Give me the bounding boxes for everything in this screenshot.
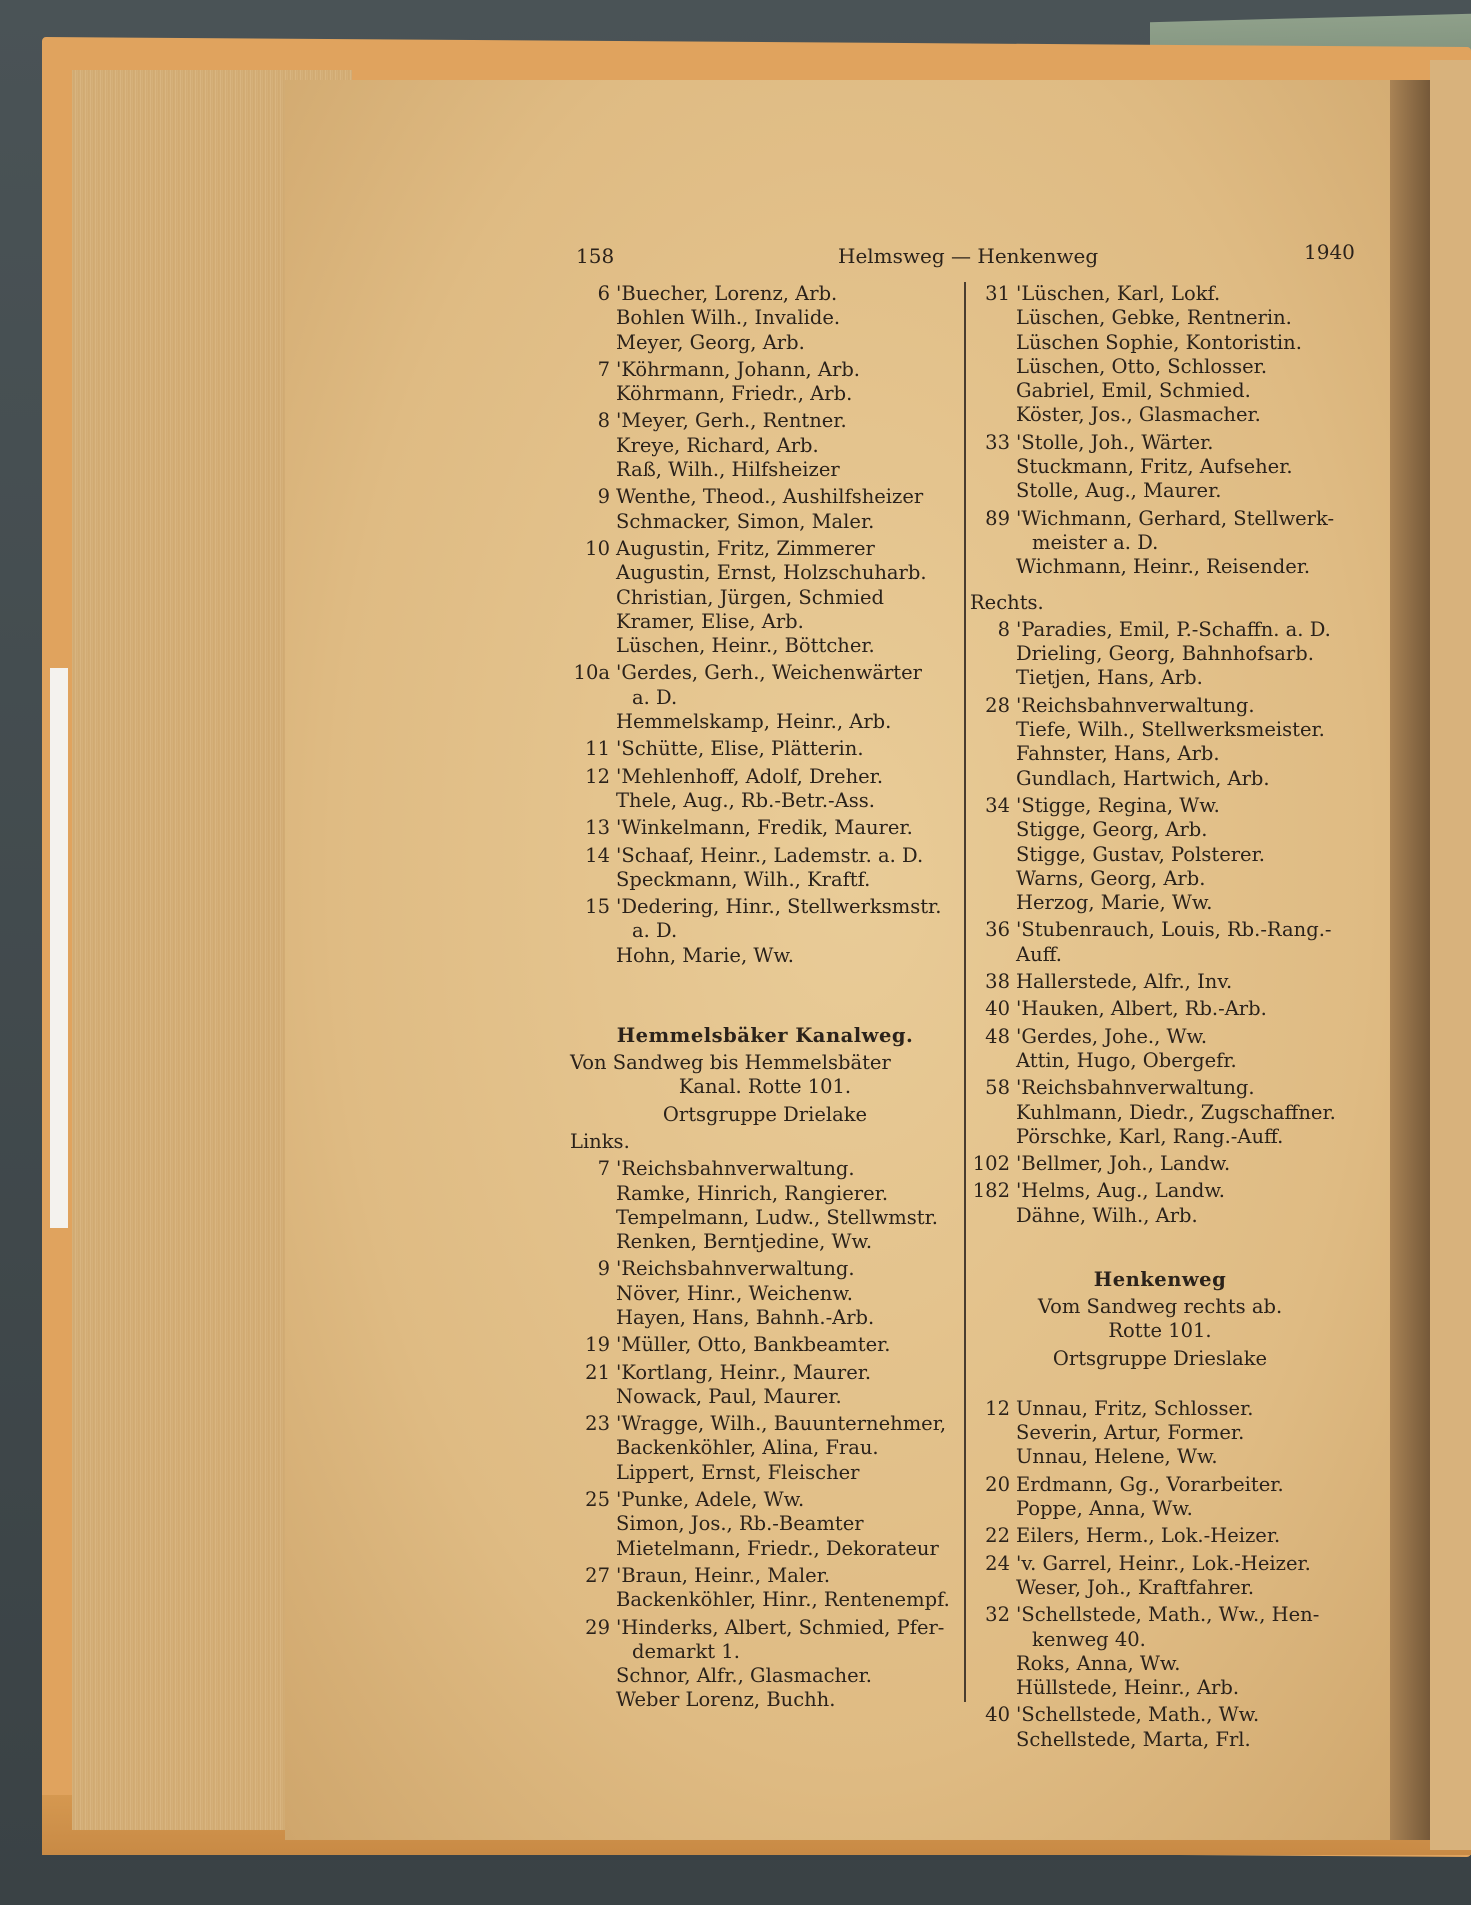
entry-text: Weser, Joh., Kraftfahrer. — [1016, 1575, 1255, 1599]
entry-line — [570, 1306, 960, 1330]
house-number: 9 — [597, 485, 610, 509]
entry-line — [970, 282, 1350, 306]
directory-entry — [570, 661, 960, 734]
entry-line — [970, 1676, 1350, 1700]
entry-line — [570, 1640, 960, 1664]
entry-text: Tempelmann, Ludw., Stellwmstr. — [616, 1205, 938, 1229]
entry-text: 'Helms, Aug., Landw. — [1016, 1179, 1225, 1203]
entry-line — [970, 379, 1350, 403]
house-number: 8 — [997, 617, 1010, 641]
entry-text: Tietjen, Hans, Arb. — [1016, 666, 1203, 690]
entry-line — [970, 1652, 1350, 1676]
entry-line — [970, 1101, 1350, 1125]
entry-line — [970, 531, 1350, 555]
entry-line — [570, 1564, 960, 1588]
section-gap — [570, 971, 960, 1021]
entry-text: 'Reichsbahnverwaltung. — [1016, 1076, 1255, 1100]
entry-line — [970, 1524, 1350, 1548]
section-description: Von Sandweg bis Hemmelsbäter — [570, 1051, 891, 1075]
entry-line — [970, 1179, 1350, 1203]
entry-line — [570, 1230, 960, 1254]
directory-entry — [970, 1473, 1350, 1522]
entry-text: Hemmelskamp, Heinr., Arb. — [616, 710, 892, 734]
entry-text: Wenthe, Theod., Aushilfsheizer — [616, 485, 924, 509]
house-number: 48 — [985, 1024, 1010, 1048]
entry-line — [570, 1664, 960, 1688]
entry-line — [970, 1703, 1350, 1727]
entry-text: Renken, Berntjedine, Ww. — [616, 1230, 873, 1254]
entry-text: Weber Lorenz, Buchh. — [616, 1688, 836, 1712]
entry-text: 'Hinderks, Albert, Schmied, Pfer- — [616, 1615, 945, 1639]
house-number: 182 — [972, 1179, 1010, 1203]
entry-line — [570, 1385, 960, 1409]
entry-line — [970, 1125, 1350, 1149]
entry-text: Christian, Jürgen, Schmied — [616, 585, 884, 609]
entry-line — [970, 997, 1350, 1021]
entry-text: 'Schaaf, Heinr., Lademstr. a. D. — [616, 843, 924, 867]
section-gap — [970, 583, 1350, 591]
entry-line — [570, 1512, 960, 1536]
directory-entry — [970, 507, 1350, 580]
entry-text: Herzog, Marie, Ww. — [1016, 891, 1213, 915]
page-year: 1940 — [1304, 240, 1355, 264]
entry-line — [970, 794, 1350, 818]
entry-text: 'Lüschen, Karl, Lokf. — [1016, 282, 1221, 305]
directory-entry — [970, 794, 1350, 915]
entry-line — [970, 455, 1350, 479]
entry-gap — [970, 1752, 1350, 1755]
entry-line — [570, 789, 960, 813]
entry-line — [970, 918, 1350, 942]
section-group: Ortsgruppe Drieslake — [1052, 1346, 1268, 1370]
house-number: 11 — [585, 737, 610, 761]
entry-line — [570, 1182, 960, 1206]
entry-text: 'Wragge, Wilh., Bauunternehmer, — [616, 1412, 947, 1436]
entry-text: 'Hauken, Albert, Rb.-Arb. — [1016, 997, 1267, 1021]
directory-entry — [570, 765, 960, 814]
entry-text: 'Schütte, Elise, Plätterin. — [616, 737, 864, 761]
entry-text: Schnor, Alfr., Glasmacher. — [616, 1664, 872, 1688]
directory-entry — [970, 694, 1350, 791]
entry-line — [570, 1282, 960, 1306]
section-group: Ortsgruppe Drielake — [662, 1102, 868, 1126]
right-column — [970, 282, 1350, 1755]
entry-text: Lippert, Ernst, Fleischer — [616, 1460, 860, 1484]
entry-line — [970, 507, 1350, 531]
entry-line — [970, 1445, 1350, 1469]
entry-text: 'Dedering, Hinr., Stellwerksmstr. — [616, 895, 942, 919]
house-number: 89 — [985, 506, 1010, 530]
entry-text: Augustin, Ernst, Holzschuharb. — [616, 561, 927, 585]
directory-entry — [570, 485, 960, 534]
left-column — [570, 282, 960, 1716]
entry-line — [570, 1436, 960, 1460]
directory-entry — [570, 1564, 960, 1613]
entry-text: Gabriel, Emil, Schmied. — [1016, 379, 1251, 403]
house-number: 33 — [985, 430, 1010, 454]
entry-line — [570, 686, 960, 710]
entry-line — [970, 1552, 1350, 1576]
entry-line — [570, 561, 960, 585]
entry-line — [570, 919, 960, 943]
entry-line — [570, 282, 960, 306]
directory-entry — [970, 970, 1350, 994]
entry-text: Lüschen Sophie, Kontoristin. — [1016, 330, 1302, 354]
entry-text: Lüschen, Otto, Schlosser. — [1016, 354, 1268, 378]
entry-text: kenweg 40. — [1032, 1627, 1146, 1651]
entry-line — [970, 331, 1350, 355]
house-number: 19 — [585, 1333, 610, 1357]
entry-text: Köster, Jos., Glasmacher. — [1016, 403, 1261, 427]
entry-line — [570, 895, 960, 919]
entry-text: Attin, Hugo, Obergefr. — [1016, 1048, 1237, 1072]
entry-line — [970, 1473, 1350, 1497]
directory-entry — [570, 409, 960, 482]
entry-text: 'Wichmann, Gerhard, Stellwerk- — [1016, 506, 1335, 530]
entry-line — [970, 1576, 1350, 1600]
entry-text: Severin, Artur, Former. — [1016, 1421, 1245, 1445]
entry-line — [570, 710, 960, 734]
entry-text: 'Stubenrauch, Louis, Rb.-Rang.- — [1016, 918, 1332, 942]
directory-entry — [570, 1361, 960, 1410]
directory-entry — [970, 618, 1350, 691]
directory-entry — [970, 1524, 1350, 1548]
entry-line — [970, 642, 1350, 666]
entry-text: Fahnster, Hans, Arb. — [1016, 742, 1220, 766]
entry-line — [970, 1076, 1350, 1100]
directory-entry — [570, 1257, 960, 1330]
house-number: 36 — [985, 918, 1010, 942]
entry-text: Hüllstede, Heinr., Arb. — [1016, 1676, 1240, 1700]
entry-line — [970, 694, 1350, 718]
section-side: Links. — [570, 1129, 630, 1153]
entry-text: 'Meyer, Gerh., Rentner. — [616, 409, 847, 433]
house-number: 7 — [597, 1157, 610, 1181]
entry-text: 'Schellstede, Math., Ww. — [1016, 1703, 1260, 1727]
entry-text: Stigge, Gustav, Polsterer. — [1016, 842, 1265, 866]
house-number: 22 — [985, 1524, 1010, 1548]
section-description: Rotte 101. — [1108, 1319, 1212, 1343]
directory-entry — [570, 537, 960, 658]
entry-text: Wichmann, Heinr., Reisender. — [1016, 555, 1311, 579]
entry-text: Schmacker, Simon, Maler. — [616, 509, 875, 533]
entry-line — [570, 409, 960, 433]
entry-text: Stuckmann, Fritz, Aufseher. — [1016, 455, 1293, 479]
entry-text: 'Stigge, Regina, Ww. — [1016, 793, 1220, 817]
section-title: Hemmelsbäker Kanalweg. — [616, 1024, 914, 1048]
house-number: 29 — [585, 1615, 610, 1639]
entry-line — [570, 1616, 960, 1640]
entry-text: Backenköhler, Alina, Frau. — [616, 1436, 879, 1460]
directory-entry — [970, 1179, 1350, 1228]
directory-entry — [970, 918, 1350, 967]
entry-text: Gundlach, Hartwich, Arb. — [1016, 766, 1270, 790]
entry-text: Stigge, Georg, Arb. — [1016, 818, 1208, 842]
entry-text: Speckmann, Wilh., Kraftf. — [616, 867, 871, 891]
entry-text: Schellstede, Marta, Frl. — [1016, 1727, 1251, 1751]
entry-text: Simon, Jos., Rb.-Beamter — [616, 1512, 864, 1536]
entry-text: 'Buecher, Lorenz, Arb. — [616, 282, 838, 305]
entry-line — [970, 1049, 1350, 1073]
house-number: 23 — [585, 1412, 610, 1436]
house-number: 9 — [597, 1257, 610, 1281]
entry-line — [570, 1588, 960, 1612]
directory-entry — [570, 844, 960, 893]
entry-line — [970, 843, 1350, 867]
directory-entry — [970, 1076, 1350, 1149]
house-number: 32 — [985, 1603, 1010, 1627]
entry-line — [570, 1488, 960, 1512]
entry-text: Roks, Anna, Ww. — [1016, 1651, 1181, 1675]
entry-line — [970, 1421, 1350, 1445]
entry-line — [970, 943, 1350, 967]
house-number: 40 — [985, 997, 1010, 1021]
entry-line — [570, 458, 960, 482]
entry-line — [570, 358, 960, 382]
directory-entry — [970, 282, 1350, 428]
directory-entry — [570, 1157, 960, 1254]
house-number: 20 — [985, 1472, 1010, 1496]
entry-text: Kramer, Elise, Arb. — [616, 609, 804, 633]
entry-line — [570, 586, 960, 610]
entry-line — [570, 1257, 960, 1281]
entry-text: a. D. — [632, 685, 678, 709]
entry-text: Unnau, Helene, Ww. — [1016, 1445, 1218, 1469]
entry-line — [970, 1025, 1350, 1049]
house-number: 6 — [597, 282, 610, 305]
entry-line — [570, 868, 960, 892]
entry-text: Kreye, Richard, Arb. — [616, 433, 819, 457]
entry-text: Kuhlmann, Diedr., Zugschaffner. — [1016, 1100, 1336, 1124]
house-number: 12 — [985, 1396, 1010, 1420]
entry-line — [570, 434, 960, 458]
entry-text: meister a. D. — [1032, 530, 1159, 554]
entry-line — [570, 1412, 960, 1436]
entry-line — [570, 1461, 960, 1485]
house-number: 28 — [985, 693, 1010, 717]
entry-line — [570, 485, 960, 509]
entry-text: 'Bellmer, Joh., Landw. — [1016, 1152, 1231, 1176]
entry-line — [570, 537, 960, 561]
entry-line — [970, 767, 1350, 791]
entry-line — [970, 1603, 1350, 1627]
entry-line — [570, 816, 960, 840]
entry-text: 'Stolle, Joh., Wärter. — [1016, 430, 1214, 454]
entry-line — [570, 1333, 960, 1357]
house-number: 34 — [985, 793, 1010, 817]
entry-text: 'Gerdes, Johe., Ww. — [1016, 1024, 1208, 1048]
entry-line — [970, 1728, 1350, 1752]
entry-text: a. D. — [632, 919, 678, 943]
house-number: 31 — [985, 282, 1010, 305]
entry-text: 'Reichsbahnverwaltung. — [616, 1157, 855, 1181]
entry-text: 'Mehlenhoff, Adolf, Dreher. — [616, 764, 884, 788]
entry-text: 'Punke, Adele, Ww. — [616, 1488, 805, 1512]
directory-entry — [570, 1488, 960, 1561]
entry-line — [970, 970, 1350, 994]
section-side: Rechts. — [970, 590, 1044, 614]
entry-line — [570, 1206, 960, 1230]
entry-line — [970, 1204, 1350, 1228]
entry-text: Eilers, Herm., Lok.-Heizer. — [1016, 1524, 1281, 1548]
entry-text: 'v. Garrel, Heinr., Lok.-Heizer. — [1016, 1551, 1311, 1575]
facing-page — [1430, 60, 1471, 1850]
entry-line — [570, 765, 960, 789]
entry-line — [970, 403, 1350, 427]
column-divider — [964, 282, 966, 1702]
directory-entry — [970, 1552, 1350, 1601]
entry-text: Thele, Aug., Rb.-Betr.-Ass. — [616, 788, 875, 812]
entry-text: Augustin, Fritz, Zimmerer — [616, 536, 875, 560]
entry-text: Dähne, Wilh., Arb. — [1016, 1203, 1198, 1227]
section-gap — [970, 1371, 1350, 1397]
section-title: Henkenweg — [1093, 1267, 1227, 1291]
entry-line — [970, 1397, 1350, 1421]
entry-line — [970, 1628, 1350, 1652]
house-number: 38 — [985, 970, 1010, 994]
entry-text: 'Gerdes, Gerh., Weichenwärter — [616, 661, 922, 685]
page-number: 158 — [576, 244, 615, 268]
directory-entry — [970, 431, 1350, 504]
entry-text: 'Reichsbahnverwaltung. — [1016, 693, 1255, 717]
entry-line — [570, 510, 960, 534]
entry-text: Nowack, Paul, Maurer. — [616, 1384, 842, 1408]
directory-entry — [970, 1397, 1350, 1470]
entry-text: Pörschke, Karl, Rang.-Auff. — [1016, 1124, 1284, 1148]
entry-line — [970, 718, 1350, 742]
entry-text: demarkt 1. — [632, 1639, 740, 1663]
house-number: 10a — [573, 661, 610, 685]
paper-tab — [50, 668, 68, 1228]
entry-line — [570, 1537, 960, 1561]
entry-text: Backenköhler, Hinr., Rentenempf. — [616, 1588, 950, 1612]
entry-text: 'Braun, Heinr., Maler. — [616, 1563, 831, 1587]
house-number: 13 — [585, 816, 610, 840]
entry-text: Hohn, Marie, Ww. — [616, 943, 794, 967]
entry-line — [970, 867, 1350, 891]
section-description: Kanal. Rotte 101. — [678, 1075, 852, 1099]
house-number: 24 — [985, 1551, 1010, 1575]
entry-line — [970, 666, 1350, 690]
house-number: 14 — [585, 843, 610, 867]
entry-text: Meyer, Georg, Arb. — [616, 330, 805, 354]
entry-text: 'Reichsbahnverwaltung. — [616, 1257, 855, 1281]
page-title: Helmsweg — Henkenweg — [838, 244, 1099, 268]
entry-text: Hayen, Hans, Bahnh.-Arb. — [616, 1305, 875, 1329]
entry-text: Erdmann, Gg., Vorarbeiter. — [1016, 1472, 1284, 1496]
entry-line — [970, 742, 1350, 766]
entry-line — [570, 661, 960, 685]
directory-entry — [970, 1703, 1350, 1752]
entry-text: Köhrmann, Friedr., Arb. — [616, 382, 853, 406]
entry-line — [970, 1497, 1350, 1521]
entry-text: 'Kortlang, Heinr., Maurer. — [616, 1360, 872, 1384]
entry-text: Drieling, Georg, Bahnhofsarb. — [1016, 642, 1314, 666]
entry-line — [570, 1157, 960, 1181]
entry-text: 'Köhrmann, Johann, Arb. — [616, 357, 860, 381]
house-number: 21 — [585, 1360, 610, 1384]
directory-entry — [570, 282, 960, 355]
entry-text: Tiefe, Wilh., Stellwerksmeister. — [1016, 718, 1325, 742]
directory-entry — [570, 1333, 960, 1357]
entry-line — [570, 382, 960, 406]
house-number: 12 — [585, 764, 610, 788]
house-number: 27 — [585, 1563, 610, 1587]
entry-line — [970, 431, 1350, 455]
entry-line — [570, 306, 960, 330]
entry-text: Poppe, Anna, Ww. — [1016, 1497, 1193, 1521]
entry-line — [570, 737, 960, 761]
entry-text: 'Winkelmann, Fredik, Maurer. — [616, 816, 913, 840]
section-description: Vom Sandweg rechts ab. — [1037, 1294, 1283, 1318]
entry-line — [570, 844, 960, 868]
directory-entry — [570, 737, 960, 761]
entry-text: Warns, Georg, Arb. — [1016, 866, 1206, 890]
directory-entry — [970, 1025, 1350, 1074]
entry-line — [970, 1152, 1350, 1176]
entry-line — [970, 618, 1350, 642]
directory-entry — [570, 816, 960, 840]
entry-text: Lüschen, Heinr., Böttcher. — [616, 634, 875, 658]
house-number: 58 — [985, 1076, 1010, 1100]
directory-entry — [570, 358, 960, 407]
directory-entry — [570, 895, 960, 968]
entry-line — [570, 1361, 960, 1385]
entry-line — [970, 891, 1350, 915]
entry-line — [570, 634, 960, 658]
house-number: 10 — [585, 536, 610, 560]
house-number: 7 — [597, 357, 610, 381]
entry-line — [570, 331, 960, 355]
house-number: 8 — [597, 409, 610, 433]
directory-entry — [570, 1616, 960, 1713]
entry-text: Mietelmann, Friedr., Dekorateur — [616, 1536, 939, 1560]
entry-text: 'Paradies, Emil, P.-Schaffn. a. D. — [1016, 617, 1331, 641]
entry-line — [970, 306, 1350, 330]
entry-line — [970, 555, 1350, 579]
house-number: 25 — [585, 1488, 610, 1512]
entry-text: Unnau, Fritz, Schlosser. — [1016, 1396, 1254, 1420]
directory-entry — [970, 1603, 1350, 1700]
directory-entry — [970, 997, 1350, 1021]
entry-line — [570, 610, 960, 634]
entry-text: 'Schellstede, Math., Ww., Hen- — [1016, 1603, 1320, 1627]
section-gap — [970, 1231, 1350, 1265]
house-number: 15 — [585, 895, 610, 919]
entry-text: 'Müller, Otto, Bankbeamter. — [616, 1333, 891, 1357]
house-number: 102 — [972, 1152, 1010, 1176]
directory-entry — [970, 1152, 1350, 1176]
entry-line — [970, 355, 1350, 379]
entry-text: Bohlen Wilh., Invalide. — [616, 306, 841, 330]
entry-gap — [570, 1713, 960, 1716]
directory-entry — [570, 1412, 960, 1485]
entry-text: Hallerstede, Alfr., Inv. — [1016, 970, 1233, 994]
entry-line — [970, 818, 1350, 842]
entry-text: Raß, Wilh., Hilfsheizer — [616, 458, 840, 482]
house-number: 40 — [985, 1703, 1010, 1727]
entry-text: Ramke, Hinrich, Rangierer. — [616, 1181, 889, 1205]
entry-text: Stolle, Aug., Maurer. — [1016, 479, 1222, 503]
entry-line — [570, 944, 960, 968]
entry-line — [970, 479, 1350, 503]
entry-text: Auff. — [1016, 942, 1062, 966]
entry-line — [570, 1688, 960, 1712]
entry-text: Növer, Hinr., Weichenw. — [616, 1281, 853, 1305]
entry-text: Lüschen, Gebke, Rentnerin. — [1016, 306, 1292, 330]
